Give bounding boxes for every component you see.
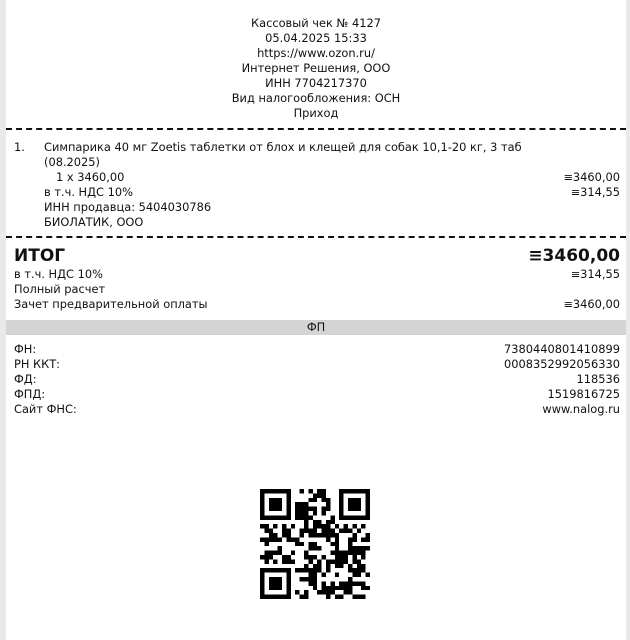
fiscal-row — [14, 357, 620, 372]
item-qty-price: 1 x 3460,00 — [56, 170, 125, 184]
fiscal-row — [14, 387, 620, 402]
company-inn: ИНН 7704217370 — [265, 76, 367, 90]
payment-type: Полный расчет — [14, 282, 106, 296]
seller-inn: ИНН продавца: 5404030786 — [44, 200, 212, 214]
fiscal-value: www.nalog.ru — [542, 402, 620, 416]
receipt-item — [14, 140, 620, 230]
fiscal-label: ФД: — [14, 372, 37, 386]
seller-name: БИОЛАТИК, ООО — [44, 215, 144, 229]
total-label: ИТОГ — [14, 246, 66, 266]
divider — [6, 128, 626, 130]
item-number: 1. — [14, 140, 25, 154]
fiscal-label: ФПД: — [14, 387, 46, 401]
company-name: Интернет Решения, ООО — [241, 61, 391, 75]
fp-section-bar: ФП — [6, 320, 626, 335]
fiscal-row — [14, 372, 620, 387]
receipt-datetime: 05.04.2025 15:33 — [265, 31, 367, 45]
item-name-cont: (08.2025) — [44, 155, 100, 169]
fiscal-row — [14, 402, 620, 417]
fiscal-label: Сайт ФНС: — [14, 402, 77, 416]
fiscal-label: ФН: — [14, 342, 37, 356]
receipt-header — [6, 0, 626, 121]
fiscal-fields — [14, 342, 620, 417]
item-name: Симпарика 40 мг Zoetis таблетки от блох и клещей для собак 10,1-20 кг, 3 таб — [44, 140, 522, 154]
fiscal-value: 7380440801410899 — [504, 342, 620, 356]
total-vat-value: ≡314,55 — [570, 267, 620, 281]
prepayment-label: Зачет предварительной оплаты — [14, 297, 208, 311]
fiscal-value: 1519816725 — [547, 387, 620, 401]
item-vat-label: в т.ч. НДС 10% — [44, 185, 133, 199]
total-value: ≡3460,00 — [528, 246, 620, 266]
fiscal-label: РН ККТ: — [14, 357, 61, 371]
item-vat-value: ≡314,55 — [570, 185, 620, 199]
item-sum: ≡3460,00 — [563, 170, 620, 184]
fiscal-row — [14, 342, 620, 357]
receipt-title: Кассовый чек № 4127 — [251, 16, 381, 30]
total-vat-label: в т.ч. НДС 10% — [14, 267, 103, 281]
operation-type: Приход — [293, 106, 339, 120]
totals-block — [14, 245, 620, 312]
company-site: https://www.ozon.ru/ — [257, 46, 375, 60]
page-right-margin — [626, 0, 630, 640]
receipt — [6, 0, 626, 640]
tax-system: Вид налогообложения: ОСН — [231, 91, 401, 105]
qr-code-icon — [260, 489, 370, 599]
divider — [6, 236, 626, 238]
fiscal-value: 0008352992056330 — [504, 357, 620, 371]
fiscal-value: 118536 — [576, 372, 620, 386]
prepayment-value: ≡3460,00 — [563, 297, 620, 311]
